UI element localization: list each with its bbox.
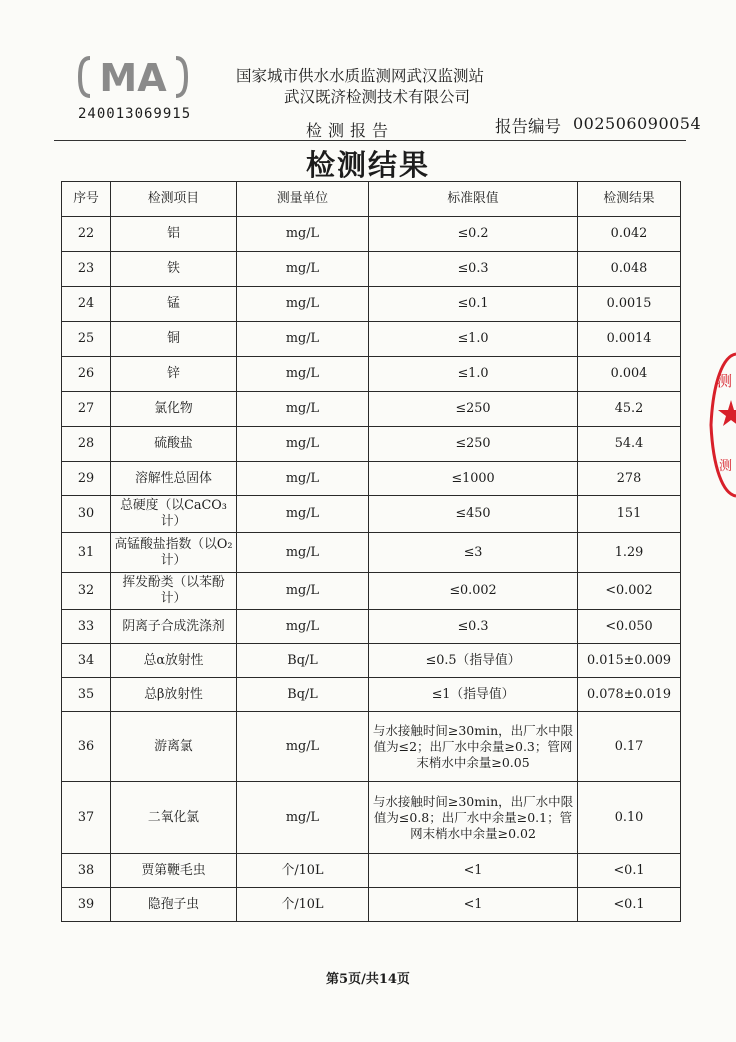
page-number: 第5页/共14页: [326, 972, 410, 987]
row-unit: mg/L: [237, 357, 369, 392]
row-unit: mg/L: [237, 427, 369, 462]
row-standard: ≤0.2: [369, 217, 578, 252]
row-result: 45.2: [578, 392, 681, 427]
table-row: [62, 252, 681, 287]
row-unit: mg/L: [237, 573, 369, 610]
table-row: [62, 322, 681, 357]
row-unit: mg/L: [237, 610, 369, 644]
row-standard: ≤0.1: [369, 287, 578, 322]
row-standard: ≤0.002: [369, 573, 578, 610]
row-number: 37: [62, 782, 111, 854]
row-item: 铝: [111, 217, 237, 252]
row-number: 25: [62, 322, 111, 357]
row-standard: <1: [369, 888, 578, 922]
row-result: 0.10: [578, 782, 681, 854]
row-result: <0.002: [578, 573, 681, 610]
row-standard: ≤1.0: [369, 357, 578, 392]
row-item: 隐孢子虫: [111, 888, 237, 922]
row-result: 54.4: [578, 427, 681, 462]
row-standard: ≤1000: [369, 462, 578, 496]
row-item: 铁: [111, 252, 237, 287]
row-number: 28: [62, 427, 111, 462]
row-unit: mg/L: [237, 533, 369, 573]
row-item: 二氧化氯: [111, 782, 237, 854]
table-row: [62, 610, 681, 644]
table-row: [62, 854, 681, 888]
header-unit: 测量单位: [237, 182, 369, 217]
report-number: 002506090054: [573, 114, 702, 133]
row-number: 24: [62, 287, 111, 322]
svg-text:测: 测: [717, 372, 733, 390]
row-standard: ≤0.3: [369, 610, 578, 644]
row-standard: ≤3: [369, 533, 578, 573]
row-unit: mg/L: [237, 287, 369, 322]
row-number: 23: [62, 252, 111, 287]
row-item: 总硬度（以CaCO₃计）: [111, 496, 237, 533]
row-result: <0.050: [578, 610, 681, 644]
row-item: 高锰酸盐指数（以O₂计）: [111, 533, 237, 573]
table-row: [62, 496, 681, 533]
row-result: 0.015±0.009: [578, 644, 681, 678]
table-row: [62, 573, 681, 610]
row-standard: 与水接触时间≥30min，出厂水中限值为≤2；出厂水中余量≥0.3；管网末梢水中余量≥0.05: [369, 712, 578, 782]
row-unit: Bq/L: [237, 644, 369, 678]
table-row: [62, 712, 681, 782]
header-divider: [54, 140, 686, 141]
report-label: 检测报告: [306, 121, 395, 140]
row-standard: ≤250: [369, 427, 578, 462]
row-unit: Bq/L: [237, 678, 369, 712]
row-number: 26: [62, 357, 111, 392]
table-row: [62, 644, 681, 678]
row-result: 151: [578, 496, 681, 533]
header-item: 检测项目: [111, 182, 237, 217]
row-number: 32: [62, 573, 111, 610]
row-item: 锰: [111, 287, 237, 322]
header-no: 序号: [62, 182, 111, 217]
table-row: [62, 217, 681, 252]
row-standard: ≤250: [369, 392, 578, 427]
row-number: 22: [62, 217, 111, 252]
row-number: 29: [62, 462, 111, 496]
table-row: [62, 888, 681, 922]
row-unit: 个/10L: [237, 888, 369, 922]
row-unit: mg/L: [237, 217, 369, 252]
row-item: 贾第鞭毛虫: [111, 854, 237, 888]
cma-logo: [78, 52, 188, 102]
table-row: [62, 392, 681, 427]
row-number: 34: [62, 644, 111, 678]
row-result: 0.0015: [578, 287, 681, 322]
row-number: 38: [62, 854, 111, 888]
row-result: <0.1: [578, 854, 681, 888]
page-title: 检测结果: [305, 148, 430, 182]
row-unit: mg/L: [237, 392, 369, 427]
row-number: 39: [62, 888, 111, 922]
org-name-line1: 国家城市供水水质监测网武汉监测站: [236, 67, 485, 85]
row-standard: 与水接触时间≥30min，出厂水中限值为≤0.8；出厂水中余量≥0.1；管网末梢水中余量≥0.02: [369, 782, 578, 854]
row-number: 35: [62, 678, 111, 712]
row-number: 33: [62, 610, 111, 644]
row-result: 1.29: [578, 533, 681, 573]
row-result: 278: [578, 462, 681, 496]
cma-number: 240013069915: [78, 106, 192, 122]
row-unit: mg/L: [237, 322, 369, 357]
row-result: 0.0014: [578, 322, 681, 357]
row-standard: ≤1.0: [369, 322, 578, 357]
table-row: [62, 357, 681, 392]
row-item: 溶解性总固体: [111, 462, 237, 496]
row-standard: ≤450: [369, 496, 578, 533]
row-unit: mg/L: [237, 712, 369, 782]
row-standard: <1: [369, 854, 578, 888]
row-standard: ≤1（指导值）: [369, 678, 578, 712]
row-result: 0.004: [578, 357, 681, 392]
table-row: [62, 782, 681, 854]
row-result: 0.042: [578, 217, 681, 252]
row-result: 0.17: [578, 712, 681, 782]
row-item: 总β放射性: [111, 678, 237, 712]
report-number-label: 报告编号: [495, 117, 561, 136]
table-row: [62, 287, 681, 322]
row-item: 挥发酚类（以苯酚计）: [111, 573, 237, 610]
results-table: [61, 181, 681, 922]
row-item: 总α放射性: [111, 644, 237, 678]
row-number: 31: [62, 533, 111, 573]
row-item: 锌: [111, 357, 237, 392]
row-unit: mg/L: [237, 252, 369, 287]
table-row: [62, 678, 681, 712]
table-header-row: [62, 182, 681, 217]
row-item: 铜: [111, 322, 237, 357]
row-item: 阴离子合成洗涤剂: [111, 610, 237, 644]
row-unit: mg/L: [237, 462, 369, 496]
row-number: 36: [62, 712, 111, 782]
header-result: 检测结果: [578, 182, 681, 217]
row-result: 0.078±0.019: [578, 678, 681, 712]
row-item: 硫酸盐: [111, 427, 237, 462]
org-name-line2: 武汉既济检测技术有限公司: [284, 88, 471, 106]
row-unit: mg/L: [237, 496, 369, 533]
row-item: 氯化物: [111, 392, 237, 427]
row-standard: ≤0.5（指导值）: [369, 644, 578, 678]
row-unit: mg/L: [237, 782, 369, 854]
header-standard: 标准限值: [369, 182, 578, 217]
row-unit: 个/10L: [237, 854, 369, 888]
table-row: [62, 462, 681, 496]
svg-text:测: 测: [719, 459, 733, 474]
seal-stamp: [703, 352, 736, 498]
row-standard: ≤0.3: [369, 252, 578, 287]
row-result: <0.1: [578, 888, 681, 922]
row-result: 0.048: [578, 252, 681, 287]
row-item: 游离氯: [111, 712, 237, 782]
table-row: [62, 427, 681, 462]
row-number: 27: [62, 392, 111, 427]
table-row: [62, 533, 681, 573]
row-number: 30: [62, 496, 111, 533]
cma-mark: MA: [99, 56, 167, 100]
